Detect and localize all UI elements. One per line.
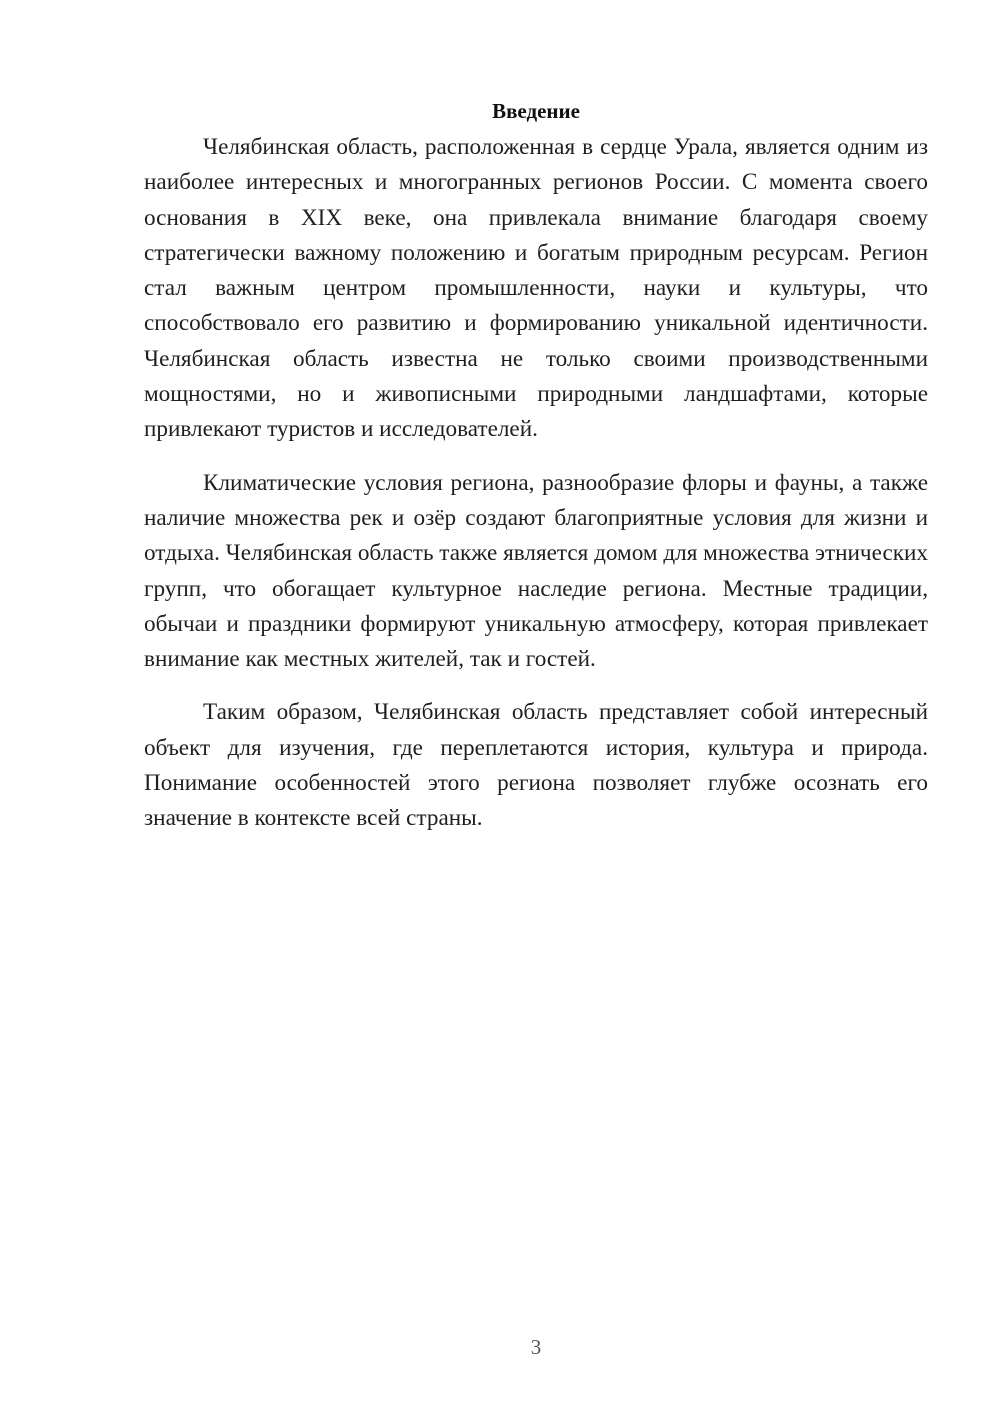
page-content [144, 96, 928, 837]
paragraph-2: Климатические условия региона, разнообразие флоры и фауны, а также наличие множества рек и озёр создают благоприятные условия для жизни и отдыха. Челябинская область также является домом для множества этнических групп, что обогащает культурное наследие региона. Местные традиции, обычаи и праздники формируют уникальную атмосферу, которая привлекает внимание как местных жителей, так и гостей. [144, 469, 929, 673]
section-title: Введение [492, 99, 580, 123]
paragraph-1: Челябинская область, расположенная в сердце Урала, является одним из наиболее интересных и многогранных регионов России. С момента своего основания в XIX веке, она привлекала внимание благодаря своему стратегически важному положению и богатым природным ресурсам. Регион стал важным центром промышленности, науки и культуры, что способствовало его развитию и формированию уникальной идентичности. Челябинская область известна не только своими производственными мощностями, но и живописными природными ландшафтами, которые привлекают туристов и исследователей. [144, 134, 928, 443]
paragraph-3: Таким образом, Челябинская область представляет собой интересный объект для изучения, где переплетаются история, культура и природа. Понимание особенностей этого региона позволяет глубже осознать его значение в контексте всей страны. [144, 699, 928, 832]
page-number: 3 [530, 1335, 542, 1359]
